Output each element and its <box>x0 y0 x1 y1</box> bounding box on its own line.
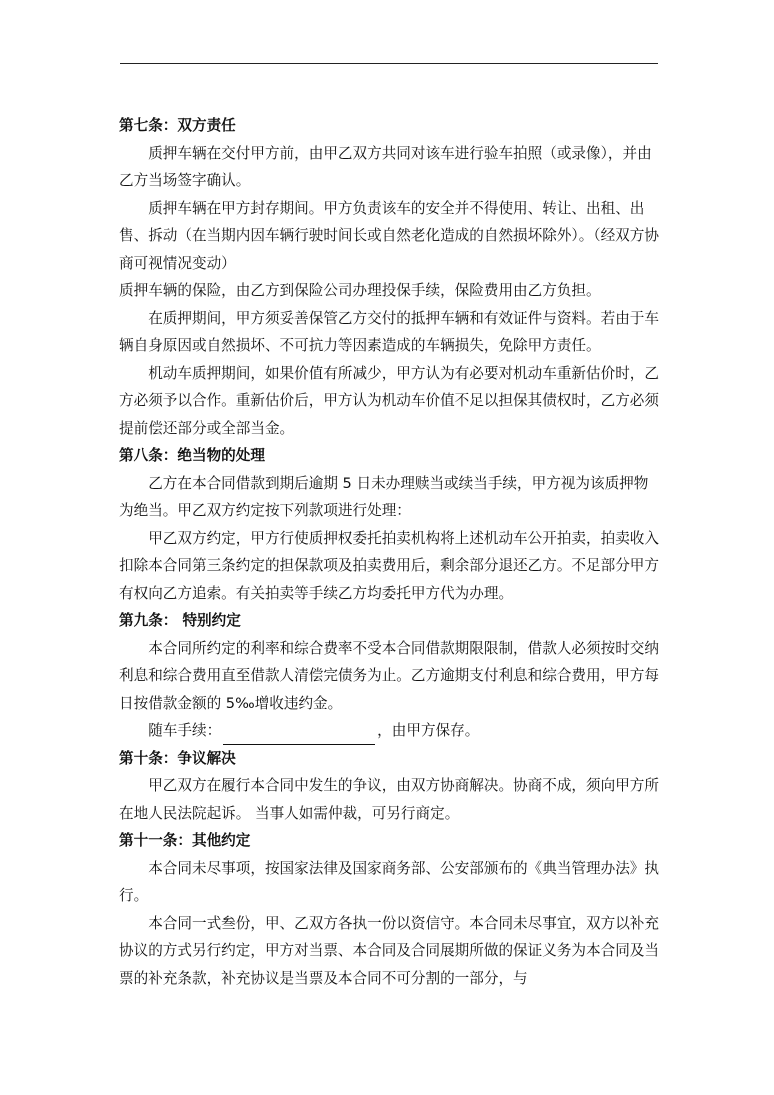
accompanying-documents-suffix: ，由甲方保存。 <box>377 722 480 739</box>
article-8-paragraph-2: 甲乙双方约定，甲方行使质押权委托拍卖机构将上述机动车公开拍卖，拍卖收入扣除本合同第三条约定的担保款项及拍卖费用后，剩余部分退还乙方。不足部分甲方有权向乙方追索。有关拍卖等手续乙方均委托甲方代为办理。 <box>119 529 659 602</box>
article-7-heading: 第七条：双方责任 <box>119 117 236 134</box>
article-10-heading: 第十条：争议解决 <box>119 749 236 767</box>
article-8-heading: 第八条：绝当物的处理 <box>119 447 265 464</box>
article-9-paragraph-2 <box>119 717 659 745</box>
article-7-paragraph-4: 在质押期间，甲方须妥善保管乙方交付的抵押车辆和有效证件与资料。若由于车辆自身原因或自然损坏、不可抗力等因素造成的车辆损失，免除甲方责任。 <box>119 309 659 354</box>
article-7-paragraph-2: 质押车辆在甲方封存期间。甲方负责该车的安全并不得使用、转让、出租、出售、拆动（在当期内因车辆行驶时间长或自然老化造成的自然损坏除外）。（经双方协商可视情况变动） <box>119 199 659 272</box>
article-11-paragraph-1: 本合同未尽事项，按国家法律及国家商务部、公安部颁布的《典当管理办法》执行。 <box>119 859 659 904</box>
article-9-paragraph-1: 本合同所约定的利率和综合费率不受本合同借款期限限制，借款人必须按时交纳利息和综合费用直至借款人清偿完债务为止。乙方逾期支付利息和综合费用，甲方每日按借款金额的 5‰增收违约金。 <box>119 639 659 712</box>
article-7-paragraph-5: 机动车质押期间，如果价值有所减少，甲方认为有必要对机动车重新估价时，乙方必须予以合作。重新估价后，甲方认为机动车价值不足以担保其债权时，乙方必须提前偿还部分或全部当金。 <box>119 364 659 437</box>
article-11-heading: 第十一条：其他约定 <box>119 832 251 849</box>
accompanying-documents-blank <box>223 728 375 745</box>
contract-body <box>119 112 659 992</box>
header-rule <box>120 63 658 64</box>
article-9-heading: 第九条： 特别约定 <box>119 612 241 629</box>
article-7-paragraph-1: 质押车辆在交付甲方前，由甲乙双方共同对该车进行验车拍照（或录像），并由乙方当场签字确认。 <box>119 144 652 189</box>
accompanying-documents-label: 随车手续： <box>148 722 222 739</box>
article-10-paragraph-1: 甲乙双方在履行本合同中发生的争议，由双方协商解决。协商不成，须向甲方所在地人民法院起诉。 当事人如需仲裁，可另行商定。 <box>119 777 659 822</box>
article-7-paragraph-3: 质押车辆的保险，由乙方到保险公司办理投保手续，保险费用由乙方负担。 <box>119 282 601 299</box>
article-8-paragraph-1: 乙方在本合同借款到期后逾期 5 日未办理赎当或续当手续，甲方视为该质押物为绝当。甲乙双方约定按下列款项进行处理： <box>119 474 649 519</box>
article-11-paragraph-2: 本合同一式叁份，甲、乙双方各执一份以资信守。本合同未尽事宜，双方以补充协议的方式另行约定，甲方对当票、本合同及合同展期所做的保证义务为本合同及当票的补充条款，补充协议是当票及本合同不可分割的一部分，与 <box>119 914 659 987</box>
